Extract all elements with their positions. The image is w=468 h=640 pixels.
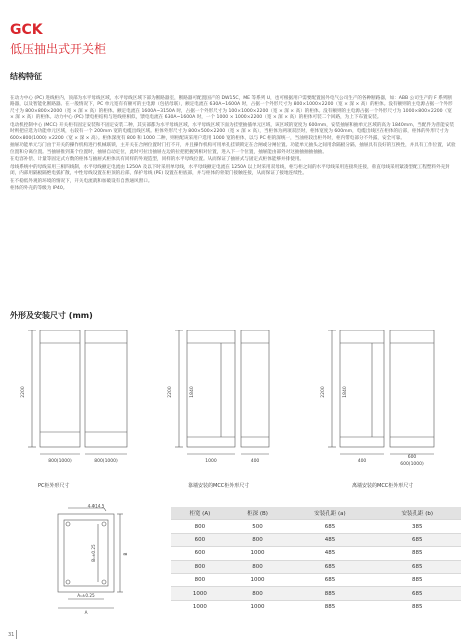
table-cell: 485 xyxy=(286,547,373,560)
table-cell: 800 xyxy=(171,560,229,573)
depth-label: 800(1000) xyxy=(94,459,118,464)
mount-hole xyxy=(66,522,70,526)
table-cell: 800 xyxy=(229,533,287,546)
mount-hole xyxy=(102,580,106,584)
front-view xyxy=(40,330,80,447)
mount-hole xyxy=(66,580,70,584)
table-cell: 600 xyxy=(171,547,229,560)
table-cell: 685 xyxy=(286,520,373,533)
table-row xyxy=(171,587,461,600)
pc-cabinet-caption: PC柜外形尺寸 xyxy=(38,483,70,489)
table-cell: 885 xyxy=(374,547,461,560)
depth-b-label: B xyxy=(123,552,128,556)
column-header: 安装孔距 (b) xyxy=(374,507,461,520)
table-cell: 685 xyxy=(286,573,373,586)
table-cell: 885 xyxy=(374,600,461,613)
table-row xyxy=(171,520,461,533)
table-row xyxy=(171,600,461,613)
dimensions-heading: 外形及安装尺寸 (mm) xyxy=(10,311,93,320)
page-number: 31 xyxy=(8,632,15,638)
side-view xyxy=(241,330,269,447)
table-cell: 800 xyxy=(229,587,287,600)
table-cell: 685 xyxy=(374,533,461,546)
hole-spec-label: 4-Φ14.5 xyxy=(87,504,105,509)
inner-height-label: 1840 xyxy=(190,386,195,398)
table-row xyxy=(171,560,461,573)
mcc-wall-caption: 靠墙安装的MCC柜外形尺寸 xyxy=(188,483,250,489)
side-view xyxy=(85,330,127,447)
hole-a-label: A₁±0.25 xyxy=(77,593,95,598)
width-label: 800(1000) xyxy=(48,459,72,464)
hole-b-label: B₁±0.25 xyxy=(91,544,96,562)
depth-label: 600 xyxy=(407,455,417,460)
table-cell: 685 xyxy=(286,560,373,573)
product-title: 低压抽出式开关柜 xyxy=(10,42,107,56)
table-cell: 685 xyxy=(374,560,461,573)
table-header-row xyxy=(171,507,461,520)
structure-body xyxy=(10,96,456,194)
table-row xyxy=(171,533,461,546)
table-cell: 1000 xyxy=(229,573,287,586)
paragraph: 抽屉功能单元与门由于开关的操作机构进行机械联锁，主开关在合闸位置时门打不开，并且操作机构可用单孔挂锁锁定在合闸或分闸位置。功能单元抽头之间用余隔板分隔，抽屉具有良好的互换性，并具有工作位置，试验位置和分离位置。当抽屉推到某个位置时，抽屉自动定位，此时可拉出抽屉左边的拉把把握到相对位置，进入下一个位置，抽屉能由部外对这抽抽抽抽抽抽。 xyxy=(10,143,456,155)
mounting-spec-table xyxy=(171,507,461,613)
base-outline xyxy=(58,514,114,592)
pc-cabinet-drawing xyxy=(10,330,150,470)
table-cell: 1000 xyxy=(229,547,287,560)
width-a-label: A xyxy=(84,610,88,615)
inner-height-label: 1840 xyxy=(343,386,348,398)
width-label: 400 xyxy=(357,459,367,464)
table-cell: 500 xyxy=(229,520,287,533)
table-cell: 600 xyxy=(171,533,229,546)
product-code: GCK xyxy=(10,22,43,38)
column-header: 安装孔距 (a) xyxy=(286,507,373,520)
table-cell: 685 xyxy=(374,587,461,600)
paragraph: 在不稳低外观的环境的情况下，开关电流就和加破设有自然通风窗口。 xyxy=(10,178,153,184)
table-cell: 1000 xyxy=(171,600,229,613)
paragraph: 母线系统中的母线采用三相四线制，水平母线额定电流由 1250A 及以下时采用单母线，水平母线额定电流在 1250A 以上时采用双母线，柜与柜之间的水平母线采用连接块连接，垂直母线采用紧凑型配工程塑料外壳封闭，内部用隔板隔绝电弧扩散，中性母线设置在柜顶的后部，保护母线 (PE) 设置在柜底部，并与柜体的骨架门接触连接，从而保证了接地连续性。 xyxy=(10,164,450,177)
table-cell: 1000 xyxy=(229,600,287,613)
table-row xyxy=(171,547,461,560)
height-label: 2200 xyxy=(321,386,326,398)
table-cell: 885 xyxy=(286,587,373,600)
table-cell: 485 xyxy=(286,533,373,546)
paragraph: 在动力中心 (PC) 进线柜内，顶部为水平母线区域，水平母线区域下部为断路器室，断路器可配置国产的 DW15C，ME 等系列 U，也可根据用户需要配置国外电气公司生产的各种断路器，如：ABB 公司生产的 F 系列断路器，以及智能化断路器。在一般情况下，PC 单元宽有有额可的主电源（包括母联），额定电流在 630A~1600A 时，占据一个外形尺寸为 800×1000×2200（宽 × 深 × 高）的柜体。没有额则的主电源占据一个外形尺寸为 800×800×2000（宽 × 深 × 高）的柜体。额定电流在 1600A~3150A 时，占据一个外形尺寸为 100×1000×2200（宽 × 深 × 高）的柜体。没有额则的主电源占据一个外形尺寸为 1000×800×2200（宽 × 深 × 高）的柜体。动力中心 (PC) 馈电柜结构与进线柜相似，馈电电流在 630A~1600A 时，一个 1000 × 1000×2200（宽 × 深 × 高）的柜体可装二个回路，为上下布置安装。 xyxy=(10,96,453,121)
structure-heading: 结构特征 xyxy=(10,72,42,81)
column-header: 柜深 (B) xyxy=(229,507,287,520)
mount-hole xyxy=(102,522,106,526)
table-cell: 885 xyxy=(286,600,373,613)
height-label: 2200 xyxy=(168,386,173,398)
side-view xyxy=(390,330,434,447)
page-rule xyxy=(16,630,17,639)
depth-label: 400 xyxy=(250,459,260,464)
mcc-freestanding-drawing xyxy=(310,330,460,470)
depth2-label: 600(1000) xyxy=(400,462,424,467)
table-row xyxy=(171,573,461,586)
width-label: 1000 xyxy=(205,459,217,464)
height-label: 2200 xyxy=(21,386,26,398)
mcc-freestanding-caption: 离墙安装的MCC柜外形尺寸 xyxy=(352,483,414,489)
paragraph: 柜体的外壳的等级为 IP40。 xyxy=(10,186,68,192)
table-cell: 1000 xyxy=(171,587,229,600)
table-cell: 385 xyxy=(374,520,461,533)
table-cell: 800 xyxy=(229,560,287,573)
mcc-wall-drawing xyxy=(157,330,297,470)
table-cell: 885 xyxy=(374,573,461,586)
paragraph: 电动机控制中心 (MCC) 开关柜有固定安装和不固定安装二种，其实部都为水平母线区域，水平母线区域下面为挂壁抽插单元区域，该区域的宽度为 600mm，安装抽屉和抽单元区域的高为 1840mm，当配件为普能安装时则把应选为功能单元区域，右较有一个 200mm 宽的电缆出线区域。柜体外形尺寸为 800×500×2200（宽 × 深 × 高），当柜体为两项双层时，柜体宽度为 600mm，电缆出线区在柜体的后部，柜体的外形尺寸为 600×800(1000) ×2200（宽 × 深 × 高）。柜体深度有 800 和 1000 二种，则柜配该采用户选用 1000 宽的柜体，以与 PC 柜的深统一，当油柜较出柜外时，柜内带电部分不外露，安全可靠。 xyxy=(10,122,455,141)
footprint-drawing xyxy=(40,504,140,616)
table-cell: 800 xyxy=(171,520,229,533)
paragraph: 在电容补偿、计量等固定式方数的柜体与抽屉式柜体具有同样的外观造型，同样的水平母线位置。从而保证了抽屉式与固定式柜体能够并排使用。 xyxy=(10,157,305,163)
column-header: 柜宽 (A) xyxy=(171,507,229,520)
table-cell: 800 xyxy=(171,573,229,586)
